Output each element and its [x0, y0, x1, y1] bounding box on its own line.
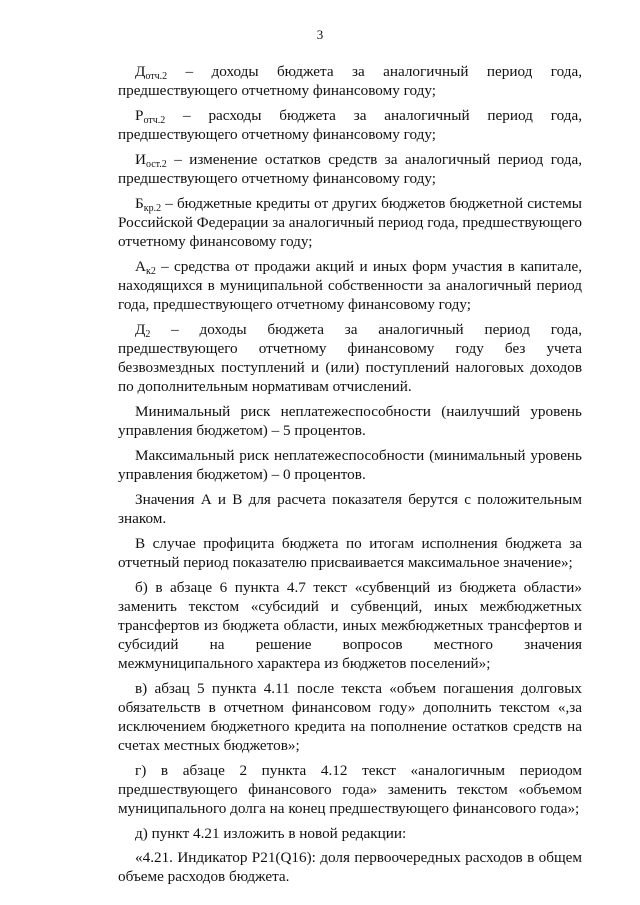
paragraph-definition-d2	[118, 320, 582, 396]
document-body	[118, 62, 582, 892]
paragraph-item-v: в) абзац 5 пункта 4.11 после текста «объем погашения долговых обязательств в отчетном финансовом году» дополнить текстом «,за исключением бюджетного кредита на пополнение остатков средств на счетах местных бюджетов»;	[118, 680, 582, 754]
formula-symbol: И	[135, 151, 146, 168]
paragraph-definition-rotch2	[118, 106, 582, 144]
paragraph-surplus: В случае профицита бюджета по итогам исполнения бюджета за отчетный период показателю присваивается максимальное значение»;	[118, 535, 582, 571]
definition-text: – доходы бюджета за аналогичный период года, предшествующего отчетному финансовому году;	[118, 63, 582, 99]
definition-text: – расходы бюджета за аналогичный период года, предшествующего отчетному финансовому году;	[118, 107, 582, 143]
definition-text: – изменение остатков средств за аналогичный период года, предшествующего отчетному финансовому году;	[118, 151, 582, 187]
paragraph-values-sign: Значения А и В для расчета показателя берутся с положительным знаком.	[118, 491, 582, 527]
formula-symbol: Д	[135, 321, 146, 338]
paragraph-item-d: д) пункт 4.21 изложить в новой редакции:	[135, 825, 407, 842]
definition-text: – средства от продажи акций и иных форм участия в капитале, находящихся в муниципальной собственности за аналогичный период года, предшествующего отчетному финансовому году;	[118, 258, 582, 313]
definition-text: – бюджетные кредиты от других бюджетов бюджетной системы Российской Федерации за аналогичный период года, предшествующего отчетному финансовому году;	[118, 195, 582, 250]
paragraph-item-b: б) в абзаце 6 пункта 4.7 текст «субвенций из бюджета области» заменить текстом «субсидий и субвенций, иных межбюджетных трансфертов из бюджета области, иных межбюджетных трансфертов и субсидий на решение вопросов местного значения межмуниципального характера из бюджетов поселений»;	[118, 579, 582, 672]
paragraph-max-risk: Максимальный риск неплатежеспособности (минимальный уровень управления бюджетом) – 0 процентов.	[118, 447, 582, 483]
paragraph-item-g: г) в абзаце 2 пункта 4.12 текст «аналогичным периодом предшествующего финансового года» заменить текстом «объемом муниципального долга на конец предшествующего финансового года»;	[118, 762, 582, 817]
paragraph-definition-ak2	[118, 257, 582, 314]
paragraph-min-risk: Минимальный риск неплатежеспособности (наилучший уровень управления бюджетом) – 5 процентов.	[118, 403, 582, 439]
formula-subscript: к2	[145, 266, 156, 277]
formula-subscript: отч.2	[145, 71, 168, 82]
formula-symbol: А	[135, 258, 146, 275]
paragraph-definition-bkr2	[118, 194, 582, 251]
formula-subscript: 2	[145, 329, 151, 340]
paragraph-definition-iost2	[118, 150, 582, 188]
formula-symbol: Р	[135, 107, 144, 124]
formula-subscript: кр.2	[143, 203, 162, 214]
paragraph-definition-dotch2	[118, 62, 582, 100]
formula-symbol: Д	[135, 63, 146, 80]
formula-subscript: отч.2	[143, 115, 166, 126]
definition-text: – доходы бюджета за аналогичный период года, предшествующего отчетному финансовому году без учета безвозмездных поступлений и (или) поступлений налоговых доходов по дополнительным нормативам отчислений.	[118, 321, 582, 395]
formula-symbol: Б	[135, 195, 144, 212]
formula-subscript: ост.2	[145, 159, 167, 170]
page-number: 3	[316, 27, 324, 42]
paragraph-indicator-4-21: «4.21. Индикатор Р21(Q16): доля первоочередных расходов в общем объеме расходов бюджета.	[118, 849, 582, 885]
